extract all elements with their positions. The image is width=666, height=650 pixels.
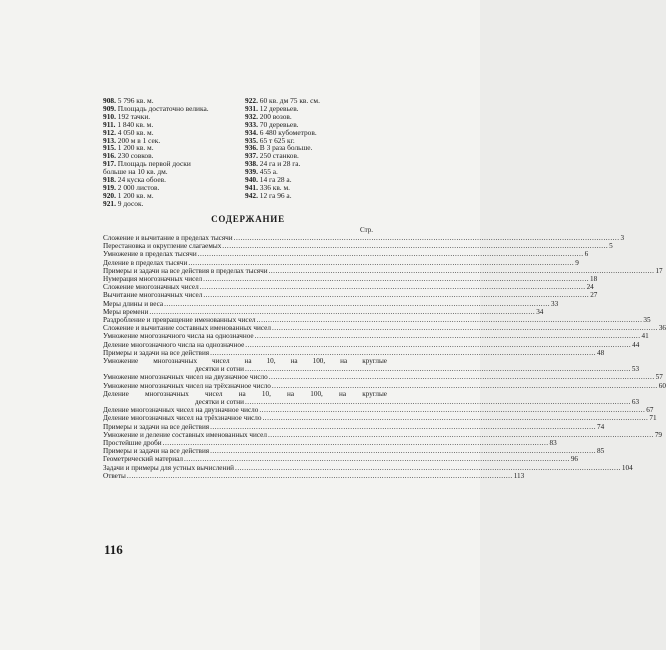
- toc-entry-page: 18: [590, 275, 598, 284]
- answer-text: 70 деревьев.: [259, 119, 299, 129]
- toc-entry-title: Нумерация многозначных чисел: [103, 275, 203, 284]
- toc-entry: [103, 258, 579, 267]
- toc-entry: [103, 340, 640, 349]
- toc-entry: [103, 316, 651, 325]
- answer-number: 913.: [103, 135, 116, 145]
- toc-entry-page: 36: [658, 324, 666, 333]
- answer-text: 4 050 кв. м.: [117, 127, 154, 137]
- toc-entry-title: Сложение и вычитание составных именованных чисел: [103, 324, 271, 333]
- toc-entry: [103, 250, 589, 259]
- toc-leader-dots: [200, 283, 586, 291]
- toc-entry-title: Деление многозначных чисел на двузначное число: [103, 406, 259, 415]
- answer-number: 918.: [103, 175, 116, 185]
- answer-text: Площадь достаточно велика.: [117, 103, 209, 113]
- toc-leader-dots: [256, 316, 642, 324]
- answer-number: 936.: [245, 143, 258, 153]
- toc-entry-title: Сложение и вычитание в пределах тысячи: [103, 234, 233, 242]
- toc-entry-title: Деление в пределах тысячи: [103, 258, 188, 267]
- toc-leader-dots: [269, 373, 655, 381]
- answer-text: 60 кв. дм 75 кв. см.: [259, 96, 320, 105]
- answer-text: 250 станков.: [259, 151, 299, 161]
- toc-leader-dots: [234, 234, 620, 242]
- answer-text: 1 840 кв. м.: [117, 119, 154, 129]
- toc-entry-title: Раздробление и превращение именованных чисел: [103, 316, 256, 325]
- toc-leader-dots: [255, 332, 641, 340]
- toc-entry: [103, 357, 387, 365]
- toc-entry-page: 85: [596, 447, 605, 456]
- answer-number: 920.: [103, 190, 116, 200]
- toc-entry-page: 33: [550, 299, 559, 308]
- answers-column-left: [103, 97, 243, 208]
- answer-number: 935.: [245, 135, 258, 145]
- answer-number: 916.: [103, 151, 116, 161]
- toc-leader-dots: [245, 365, 631, 373]
- toc-leader-dots: [149, 308, 535, 316]
- toc-entry-title: Простейшие дроби: [103, 439, 162, 448]
- answer-number: 911.: [103, 119, 116, 129]
- toc-leader-dots: [259, 406, 645, 414]
- toc-entry-title: Примеры и задачи на все действия: [103, 447, 210, 456]
- answer-text: 12 деревьев.: [259, 103, 299, 113]
- toc-entry-page: 104: [621, 463, 633, 472]
- toc-entry: [103, 439, 557, 448]
- toc-leader-dots: [269, 267, 655, 275]
- toc-leader-dots: [245, 341, 631, 349]
- toc-entry-title: Умножение в пределах тысячи: [103, 250, 197, 259]
- toc-entry-title: Примеры и задачи на все действия в пределах тысячи: [103, 266, 268, 275]
- toc-entry-title: Вычитание многозначных чисел: [103, 291, 203, 300]
- toc-entry: [103, 398, 640, 407]
- toc-leader-dots: [203, 291, 589, 299]
- toc-entry: [103, 299, 559, 308]
- page-number: 116: [104, 542, 123, 557]
- toc-leader-dots: [203, 275, 589, 283]
- toc-entry-page: 3: [620, 234, 625, 242]
- toc-entry: [103, 324, 666, 333]
- toc-entry-page: 67: [646, 406, 654, 415]
- answer-text: 200 возов.: [259, 111, 292, 121]
- toc-entry: [103, 406, 654, 415]
- answer-number: 938.: [245, 159, 258, 169]
- answer-text: 230 совков.: [117, 151, 154, 161]
- answer-number: 939.: [245, 167, 258, 177]
- toc-leader-dots: [268, 431, 654, 439]
- answer-text: В 3 раза больше.: [259, 143, 313, 153]
- toc-entry-page: 53: [631, 365, 640, 374]
- toc-entry-title: десятки и сотни: [195, 398, 244, 407]
- toc-entry-title: Умножение многозначных чисел на 10, на 100, на круглые: [103, 357, 387, 366]
- toc-entry-title: Деление многозначного числа на однозначное: [103, 340, 245, 349]
- answer-text: 65 т 625 кг.: [259, 135, 295, 145]
- toc-leader-dots: [164, 300, 550, 308]
- answer-text: Площадь первой доски: [117, 159, 191, 169]
- toc-leader-dots: [210, 423, 596, 431]
- answer-number: 915.: [103, 143, 116, 153]
- toc-leader-dots: [188, 259, 574, 267]
- toc-leader-dots: [210, 349, 596, 357]
- toc-entry-title: Перестановка и округление слагаемых: [103, 242, 222, 251]
- toc-entry: [103, 242, 613, 251]
- answer-text: 2 000 листов.: [117, 182, 160, 192]
- toc-leader-dots: [235, 464, 621, 472]
- answer-number: 941.: [245, 182, 258, 192]
- toc-entry-page: 44: [632, 340, 640, 349]
- toc-entry-page: 71: [649, 414, 657, 423]
- toc-entry-page: 35: [643, 316, 651, 325]
- toc-leader-dots: [272, 382, 658, 390]
- toc-entry: [103, 430, 662, 439]
- toc-entry-page: 60: [658, 381, 666, 390]
- toc-leader-dots: [262, 414, 648, 422]
- toc-leader-dots: [163, 439, 549, 447]
- answer-number: 937.: [245, 151, 258, 161]
- toc-entry-title: Меры длины и веса: [103, 299, 164, 308]
- toc-entry: [103, 365, 640, 374]
- answer-number: 932.: [245, 111, 258, 121]
- toc-entry: [103, 455, 578, 464]
- toc-entry-page: 57: [655, 373, 663, 382]
- answers-column-right: [245, 97, 395, 200]
- answer-text: 336 кв. м.: [259, 182, 291, 192]
- answer-text: 24 га и 28 га.: [259, 159, 301, 169]
- toc-entry: [103, 275, 598, 284]
- answer-number: 917.: [103, 159, 116, 169]
- toc-entry-title: Примеры и задачи на все действия: [103, 422, 210, 431]
- toc-entry: [103, 381, 666, 390]
- answer-number: 922.: [245, 96, 258, 105]
- toc-entry-title: Умножение многозначных чисел на трёхзначное число: [103, 381, 271, 390]
- answer-number: 909.: [103, 103, 116, 113]
- answer-item: [103, 200, 243, 208]
- toc-entry: [103, 283, 594, 292]
- answer-text: 1 200 кв. м.: [117, 143, 154, 153]
- answer-text: 200 м в 1 сек.: [117, 135, 161, 145]
- toc-entry-page: 34: [536, 307, 544, 316]
- toc-entry-page: 24: [586, 283, 594, 292]
- toc-entry: [103, 463, 633, 472]
- toc-entry-page: 17: [655, 266, 663, 275]
- toc-entry-page: 27: [590, 291, 598, 300]
- toc-entry-title: Деление многозначных чисел на трёхзначное число: [103, 414, 262, 423]
- toc-entry-title: десятки и сотни: [195, 365, 244, 374]
- answer-text: больше на 10 кв. дм.: [103, 167, 168, 177]
- toc-entry-title: Ответы: [103, 471, 126, 480]
- toc-leader-dots: [272, 324, 658, 332]
- toc-entry-title: Меры времени: [103, 307, 149, 316]
- toc-entry: [103, 291, 598, 300]
- toc-entry-page: 83: [549, 439, 557, 448]
- toc-leader-dots: [127, 472, 513, 480]
- toc-entry-page: 48: [596, 348, 605, 357]
- table-of-contents: [103, 234, 666, 480]
- answer-item: [245, 192, 395, 200]
- answer-text: 12 га 96 а.: [259, 190, 292, 200]
- toc-entry-page: 6: [584, 250, 589, 259]
- toc-entry-title: Сложение многозначных чисел: [103, 283, 199, 292]
- answer-text: 24 куска обоев.: [117, 175, 166, 185]
- toc-entry-title: Геометрический материал: [103, 455, 183, 464]
- answer-text: 5 796 кв. м.: [117, 96, 154, 105]
- toc-entry: [103, 414, 657, 423]
- answer-number: 921.: [103, 198, 116, 208]
- answer-number: 942.: [245, 190, 258, 200]
- toc-entry-title: Умножение многозначных чисел на двузначное число: [103, 373, 268, 382]
- toc-entry-title: Умножение многозначного числа на однозначное: [103, 332, 254, 341]
- toc-entry-page: 96: [570, 455, 578, 464]
- toc-leader-dots: [184, 455, 570, 463]
- toc-entry-title: Деление многозначных чисел на 10, на 100, на круглые: [103, 389, 387, 398]
- answer-number: 912.: [103, 127, 116, 137]
- answer-text: 192 тачки.: [117, 111, 151, 121]
- toc-entry-page: 74: [596, 422, 605, 431]
- toc-entry-title: Задачи и примеры для устных вычислений: [103, 463, 235, 472]
- toc-entry-page: 63: [631, 398, 640, 407]
- toc-entry: [103, 266, 663, 275]
- toc-entry-page: 79: [654, 430, 662, 439]
- toc-leader-dots: [198, 250, 584, 258]
- answer-text: 1 200 кв. м.: [117, 190, 154, 200]
- toc-entry: [103, 422, 605, 431]
- toc-leader-dots: [245, 398, 631, 406]
- toc-page-label: Стр.: [360, 226, 373, 234]
- answer-text: 6 480 кубометров.: [259, 127, 317, 137]
- toc-entry: [103, 307, 544, 316]
- answer-number: 919.: [103, 182, 116, 192]
- answer-number: 910.: [103, 111, 116, 121]
- toc-entry: [103, 348, 605, 357]
- toc-entry: [103, 447, 605, 456]
- toc-entry: [103, 332, 649, 341]
- toc-leader-dots: [210, 447, 596, 455]
- answer-number: 931.: [245, 103, 258, 113]
- answer-number: 940.: [245, 175, 258, 185]
- answer-text: 9 досок.: [117, 198, 144, 208]
- toc-entry-title: Примеры и задачи на все действия: [103, 348, 210, 357]
- toc-entry: [103, 390, 387, 398]
- toc-entry: [103, 373, 663, 382]
- toc-entry: [103, 234, 625, 242]
- toc-title: СОДЕРЖАНИЕ: [211, 214, 285, 224]
- answer-text: 455 а.: [259, 167, 278, 177]
- toc-entry-title: Умножение и деление составных именованных чисел: [103, 430, 267, 439]
- toc-entry-page: 113: [513, 471, 525, 480]
- toc-entry-page: 5: [609, 242, 613, 251]
- answer-number: 908.: [103, 96, 116, 105]
- answer-number: 934.: [245, 127, 258, 137]
- toc-entry-page: 9: [575, 258, 579, 267]
- answer-number: 933.: [245, 119, 258, 129]
- toc-entry: [103, 471, 525, 480]
- toc-leader-dots: [222, 242, 608, 250]
- answer-text: 14 га 28 а.: [259, 175, 292, 185]
- toc-entry-page: 41: [641, 332, 649, 341]
